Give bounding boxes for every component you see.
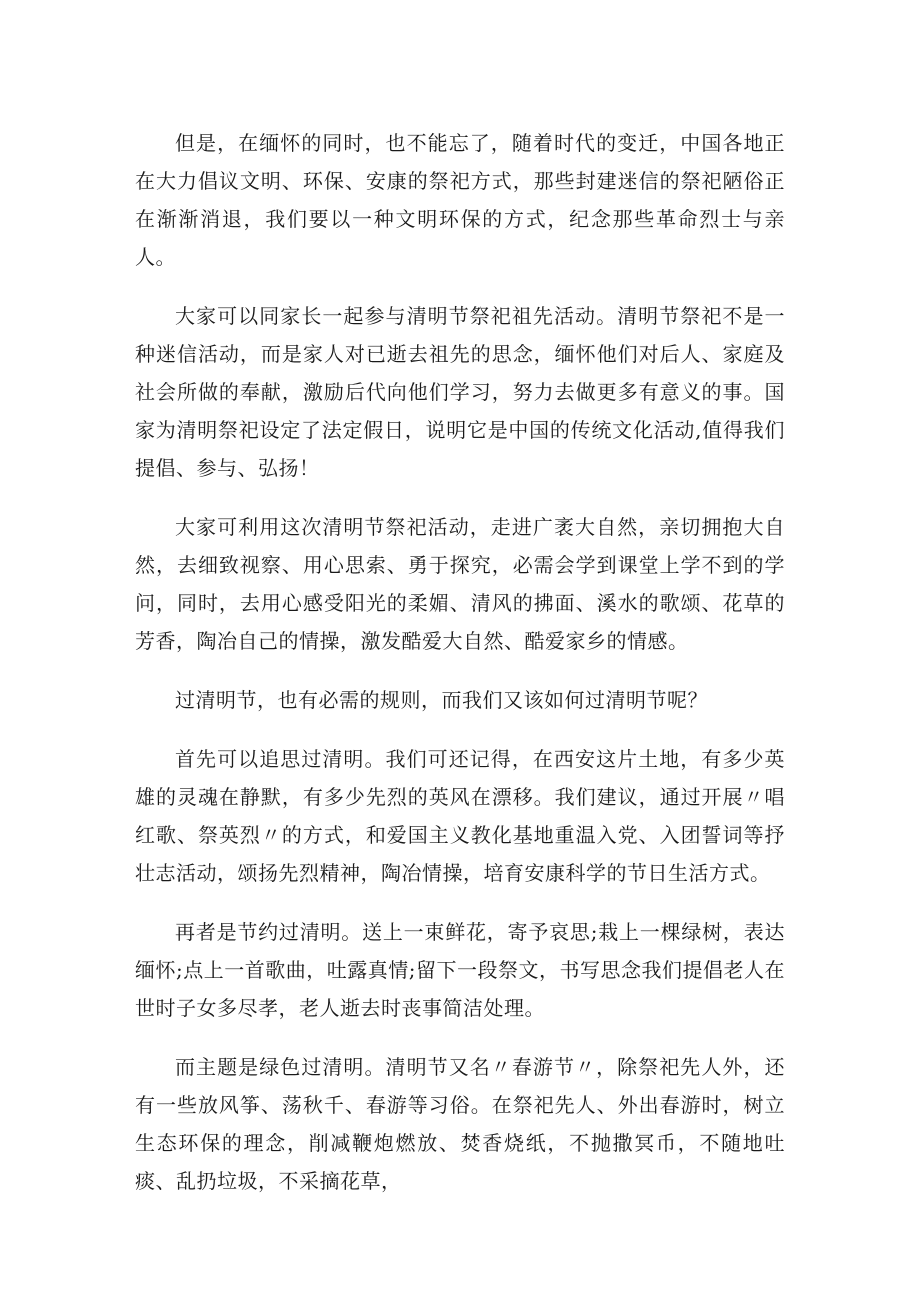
paragraph-civilized-worship: 但是，在缅怀的同时，也不能忘了，随着时代的变迁，中国各地正在大力倡议文明、环保、安康的祭祀方式，那些封建迷信的祭祀陋俗正在渐渐消退，我们要以一种文明环保的方式，纪念那些革命烈士与亲人。 [135, 131, 785, 269]
paragraph-green-qingming: 而主题是绿色过清明。清明节又名〃春游节〃，除祭祀先人外，还有一些放风筝、荡秋千、春游等习俗。在祭祀先人、外出春游时，树立生态环保的理念，削减鞭炮燃放、焚香烧纸，不抛撒冥币，不随地吐痰、乱扔垃圾，不采摘花草， [135, 1055, 785, 1193]
paragraph-frugal-qingming: 再者是节约过清明。送上一束鲜花，寄予哀思;栽上一棵绿树，表达缅怀;点上一首歌曲，吐露真情;留下一段祭文，书写思念我们提倡老人在世时子女多尽孝，老人逝去时丧事简洁处理。 [135, 920, 785, 1020]
document-body [135, 124, 785, 1200]
paragraph-family-ancestor-worship: 大家可以同家长一起参与清明节祭祀祖先活动。清明节祭祀不是一种迷信活动，而是家人对已逝去祖先的思念，缅怀他们对后人、家庭及社会所做的奉献，激励后代向他们学习，努力去做更多有意义的事。国家为清明祭祀设定了法定假日，说明它是中国的传统文化活动,值得我们提倡、参与、弘扬！ [135, 304, 785, 480]
paragraph-how-to-celebrate: 过清明节，也有必需的规则，而我们又该如何过清明节呢？ [175, 688, 708, 712]
paragraph-remembrance: 首先可以追思过清明。我们可还记得，在西安这片土地，有多少英雄的灵魂在静默，有多少先烈的英风在漂移。我们建议，通过开展〃唱红歌、祭英烈〃的方式，和爱国主义教化基地重温入党、入团誓词等抒壮志活动，颂扬先烈精神，陶冶情操，培育安康科学的节日生活方式。 [135, 747, 785, 885]
paragraph-embrace-nature: 大家可利用这次清明节祭祀活动，走进广袤大自然，亲切拥抱大自然，去细致视察、用心思索、勇于探究，必需会学到课堂上学不到的学问，同时，去用心感受阳光的柔媚、清风的拂面、溪水的歌颂、花草的芳香，陶冶自己的情操，激发酷爱大自然、酷爱家乡的情感。 [135, 515, 785, 653]
